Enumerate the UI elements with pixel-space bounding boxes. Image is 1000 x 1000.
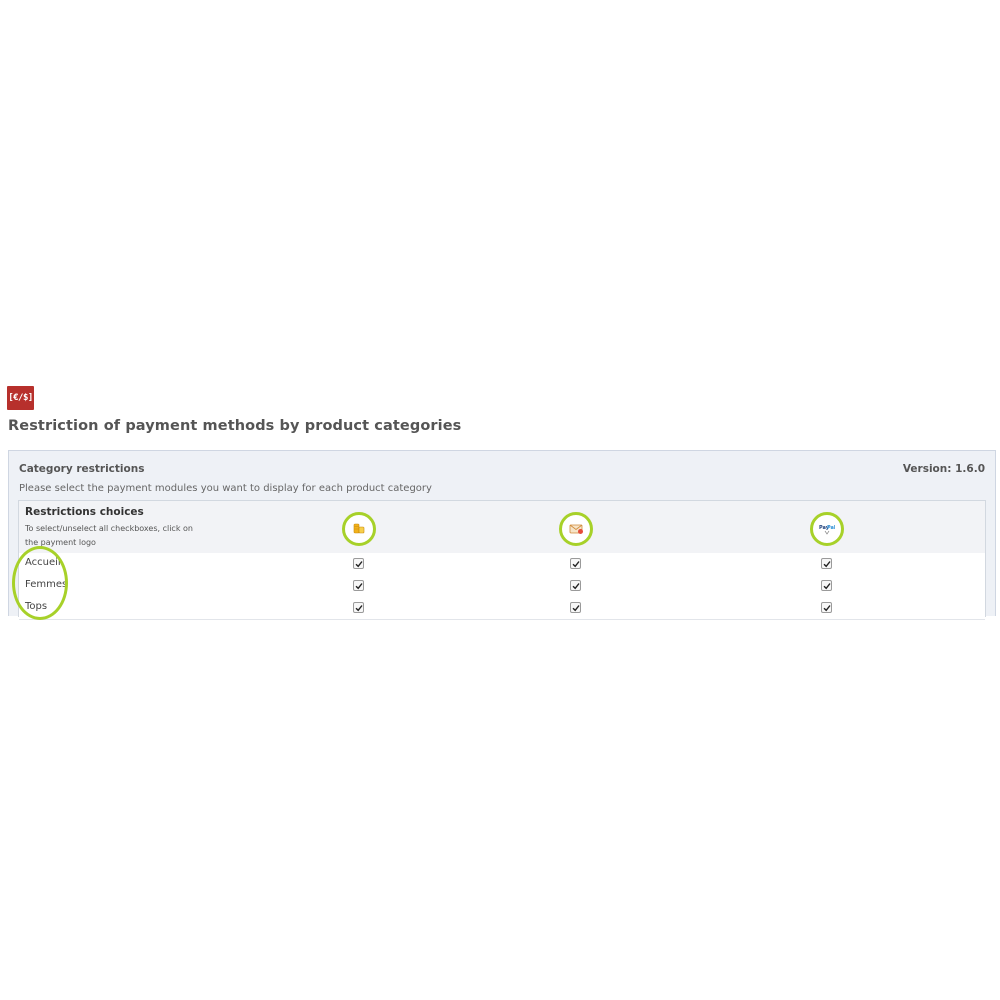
coins-icon	[352, 520, 366, 539]
payment-logo-paypal[interactable]	[810, 512, 844, 546]
category-label: Femmes	[25, 579, 68, 590]
category-checkbox[interactable]	[821, 602, 832, 613]
category-checkbox[interactable]	[353, 580, 364, 591]
page-title: Restriction of payment methods by product categories	[8, 418, 462, 434]
version-label: Version: 1.6.0	[902, 463, 985, 475]
category-restrictions-panel	[8, 450, 996, 616]
table-row	[19, 553, 985, 576]
select-all-hint: To select/unselect all checkboxes, click on the payment logo	[25, 524, 193, 547]
category-checkbox[interactable]	[570, 558, 581, 569]
category-checkbox[interactable]	[570, 602, 581, 613]
payment-logo-cheque[interactable]	[342, 512, 376, 546]
panel-heading: Category restrictions	[19, 463, 145, 475]
table-row	[19, 575, 985, 598]
category-checkbox[interactable]	[570, 580, 581, 591]
restrictions-table	[18, 500, 986, 617]
bank-wire-icon	[569, 520, 584, 539]
module-logo: [€/$]	[7, 386, 34, 410]
table-header	[19, 501, 985, 554]
restrictions-choices-title: Restrictions choices	[25, 506, 144, 518]
paypal-icon	[819, 520, 835, 539]
svg-text:Pay: Pay	[819, 524, 830, 531]
instructions-text: Please select the payment modules you want to display for each product category	[19, 483, 432, 494]
payment-logo-bankwire[interactable]	[559, 512, 593, 546]
category-checkbox[interactable]	[821, 558, 832, 569]
category-checkbox[interactable]	[821, 580, 832, 591]
category-label: Tops	[25, 601, 48, 612]
category-checkbox[interactable]	[353, 602, 364, 613]
svg-text:Pal: Pal	[827, 524, 835, 531]
table-row	[19, 597, 985, 620]
category-checkbox[interactable]	[353, 558, 364, 569]
category-label: Accueil	[25, 557, 61, 568]
